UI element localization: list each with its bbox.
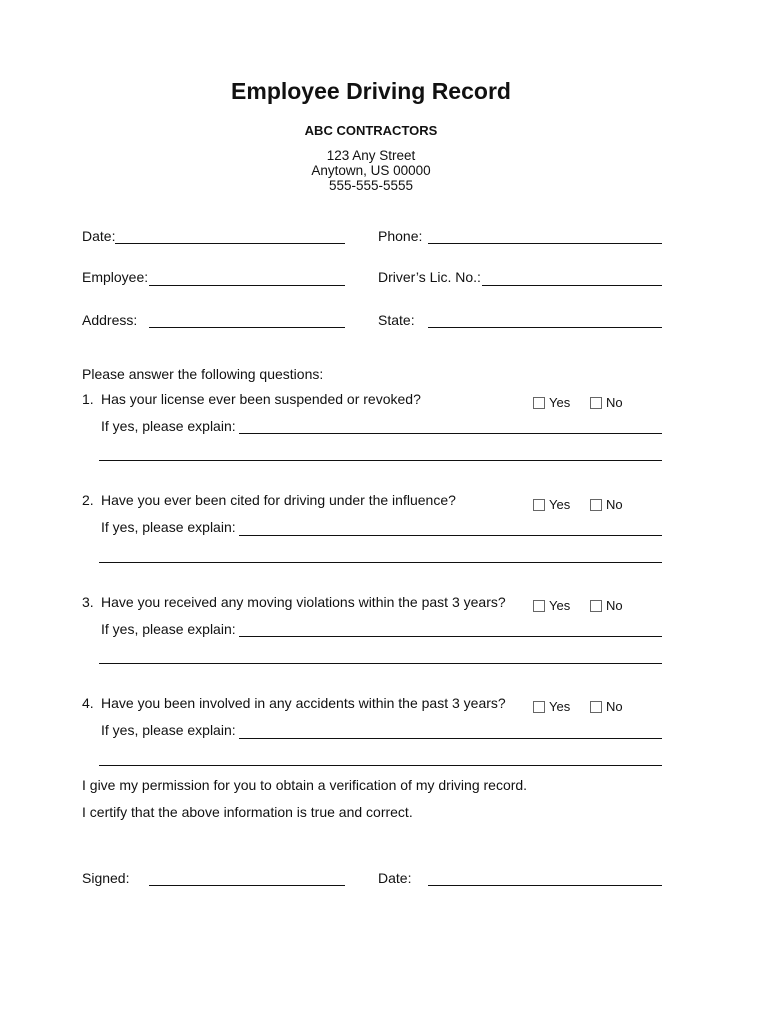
explain-label: If yes, please explain: [101,722,236,738]
explain-field[interactable] [239,738,662,739]
signature-date-field[interactable] [428,885,662,886]
no-checkbox[interactable] [590,397,602,409]
address-field[interactable] [149,327,345,328]
phone-field[interactable] [428,243,662,244]
company-street: 123 Any Street [326,148,416,163]
explain-label: If yes, please explain: [101,418,236,434]
signature-field[interactable] [149,885,345,886]
yes-checkbox[interactable] [533,499,545,511]
explain-label: If yes, please explain: [101,519,236,535]
yes-label: Yes [549,395,571,410]
phone-label: Phone: [378,228,423,244]
question-number: 3. [82,594,94,610]
yes-checkbox[interactable] [533,397,545,409]
explain-field[interactable] [239,636,662,637]
question-number: 1. [82,391,94,407]
permission-statement: I give my permission for you to obtain a verification of my driving record. [82,777,528,793]
explain-field-continued[interactable] [99,562,662,563]
explain-field[interactable] [239,433,662,434]
no-checkbox[interactable] [590,600,602,612]
signature-date-label: Date: [378,870,412,886]
license-label: Driver’s Lic. No.: [378,269,481,285]
yes-label: Yes [549,497,571,512]
company-phone: 555-555-5555 [328,178,414,193]
explain-field-continued[interactable] [99,460,662,461]
yes-checkbox[interactable] [533,701,545,713]
explain-field-continued[interactable] [99,765,662,766]
no-checkbox[interactable] [590,701,602,713]
state-field[interactable] [428,327,662,328]
yes-label: Yes [549,699,571,714]
certification-statement: I certify that the above information is true and correct. [82,804,413,820]
license-field[interactable] [482,285,662,286]
question-text: Have you been involved in any accidents within the past 3 years? [101,695,506,711]
company-city: Anytown, US 00000 [311,163,431,178]
company-name: ABC CONTRACTORS [304,123,438,138]
address-label: Address: [82,312,138,328]
question-text: Has your license ever been suspended or revoked? [101,391,421,407]
employee-label: Employee: [82,269,149,285]
date-label: Date: [82,228,116,244]
question-text: Have you received any moving violations within the past 3 years? [101,594,506,610]
no-label: No [606,497,623,512]
questions-intro: Please answer the following questions: [82,366,324,382]
signed-label: Signed: [82,870,130,886]
no-label: No [606,598,623,613]
state-label: State: [378,312,415,328]
question-number: 2. [82,492,94,508]
question-number: 4. [82,695,94,711]
form-title: Employee Driving Record [231,78,511,104]
no-checkbox[interactable] [590,499,602,511]
date-field[interactable] [115,243,345,244]
no-label: No [606,699,623,714]
explain-label: If yes, please explain: [101,621,236,637]
yes-label: Yes [549,598,571,613]
question-text: Have you ever been cited for driving under the influence? [101,492,456,508]
yes-checkbox[interactable] [533,600,545,612]
explain-field-continued[interactable] [99,663,662,664]
no-label: No [606,395,623,410]
employee-field[interactable] [149,285,345,286]
explain-field[interactable] [239,535,662,536]
